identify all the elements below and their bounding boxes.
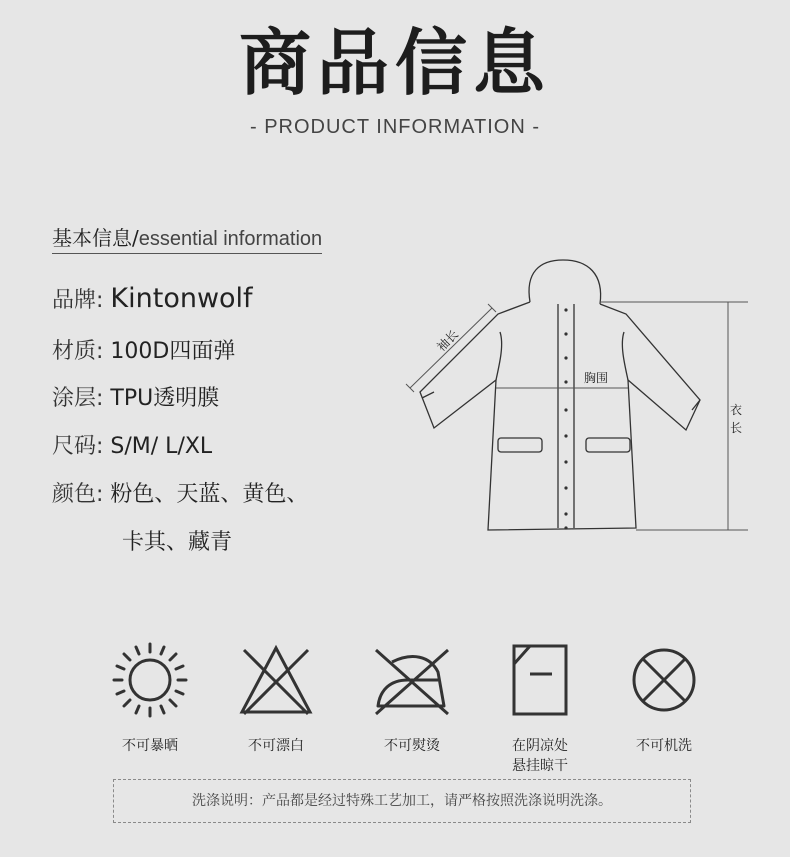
care-label: 不可漂白 <box>248 738 304 754</box>
section-heading <box>52 222 322 254</box>
care-label: 不可暴晒 <box>122 738 178 754</box>
spec-value: Kintonwolf <box>110 283 253 314</box>
care-item-no-machine-wash <box>604 640 724 756</box>
spec-key: 品牌: <box>52 288 104 313</box>
spec-row-brand <box>52 283 253 314</box>
no-machine-wash-icon <box>624 640 704 720</box>
shade-dry-icon <box>500 640 580 720</box>
spec-key: 颜色: <box>52 482 104 507</box>
coat-buttons <box>564 308 567 529</box>
spec-value: 粉色、天蓝、黄色、 <box>110 482 309 507</box>
care-label: 在阴凉处 悬挂晾干 <box>512 738 568 774</box>
spec-row-coating <box>52 381 219 412</box>
spec-key: 尺码: <box>52 434 104 459</box>
page-title: 商品信息 <box>238 21 551 105</box>
no-bleach-icon <box>236 640 316 720</box>
spec-value: 卡其、藏青 <box>122 530 233 555</box>
care-label: 不可机洗 <box>636 738 692 754</box>
section-heading-en: essential information <box>138 228 323 250</box>
length-label-2: 长 <box>730 421 743 435</box>
spec-row-size <box>52 429 212 460</box>
spec-row-material <box>52 334 235 365</box>
sleeve-label: 袖长 <box>434 327 462 355</box>
care-label: 不可熨烫 <box>384 738 440 754</box>
spec-key: 材质: <box>52 339 104 364</box>
wash-note: 洗涤说明：产品都是经过特殊工艺加工，请严格按照洗涤说明洗涤。 <box>113 779 691 823</box>
spec-value: 100D四面弹 <box>110 339 236 364</box>
spec-value: S/M/ L/XL <box>110 434 213 459</box>
care-item-shade-dry <box>480 640 600 776</box>
care-item-sun <box>90 640 210 756</box>
care-item-no-bleach <box>216 640 336 756</box>
page-subtitle: - PRODUCT INFORMATION - <box>249 116 541 138</box>
no-iron-icon <box>372 640 452 720</box>
sun-icon <box>110 640 190 720</box>
care-item-no-iron <box>352 640 472 756</box>
raincoat-diagram <box>400 252 760 542</box>
spec-key: 涂层: <box>52 386 104 411</box>
spec-value: TPU透明膜 <box>110 386 220 411</box>
spec-row-color <box>52 477 308 508</box>
length-label-1: 衣 <box>730 403 743 417</box>
chest-label: 胸围 <box>584 371 609 385</box>
spec-row-color-cont <box>122 525 232 556</box>
section-heading-cn: 基本信息/ <box>52 226 139 250</box>
